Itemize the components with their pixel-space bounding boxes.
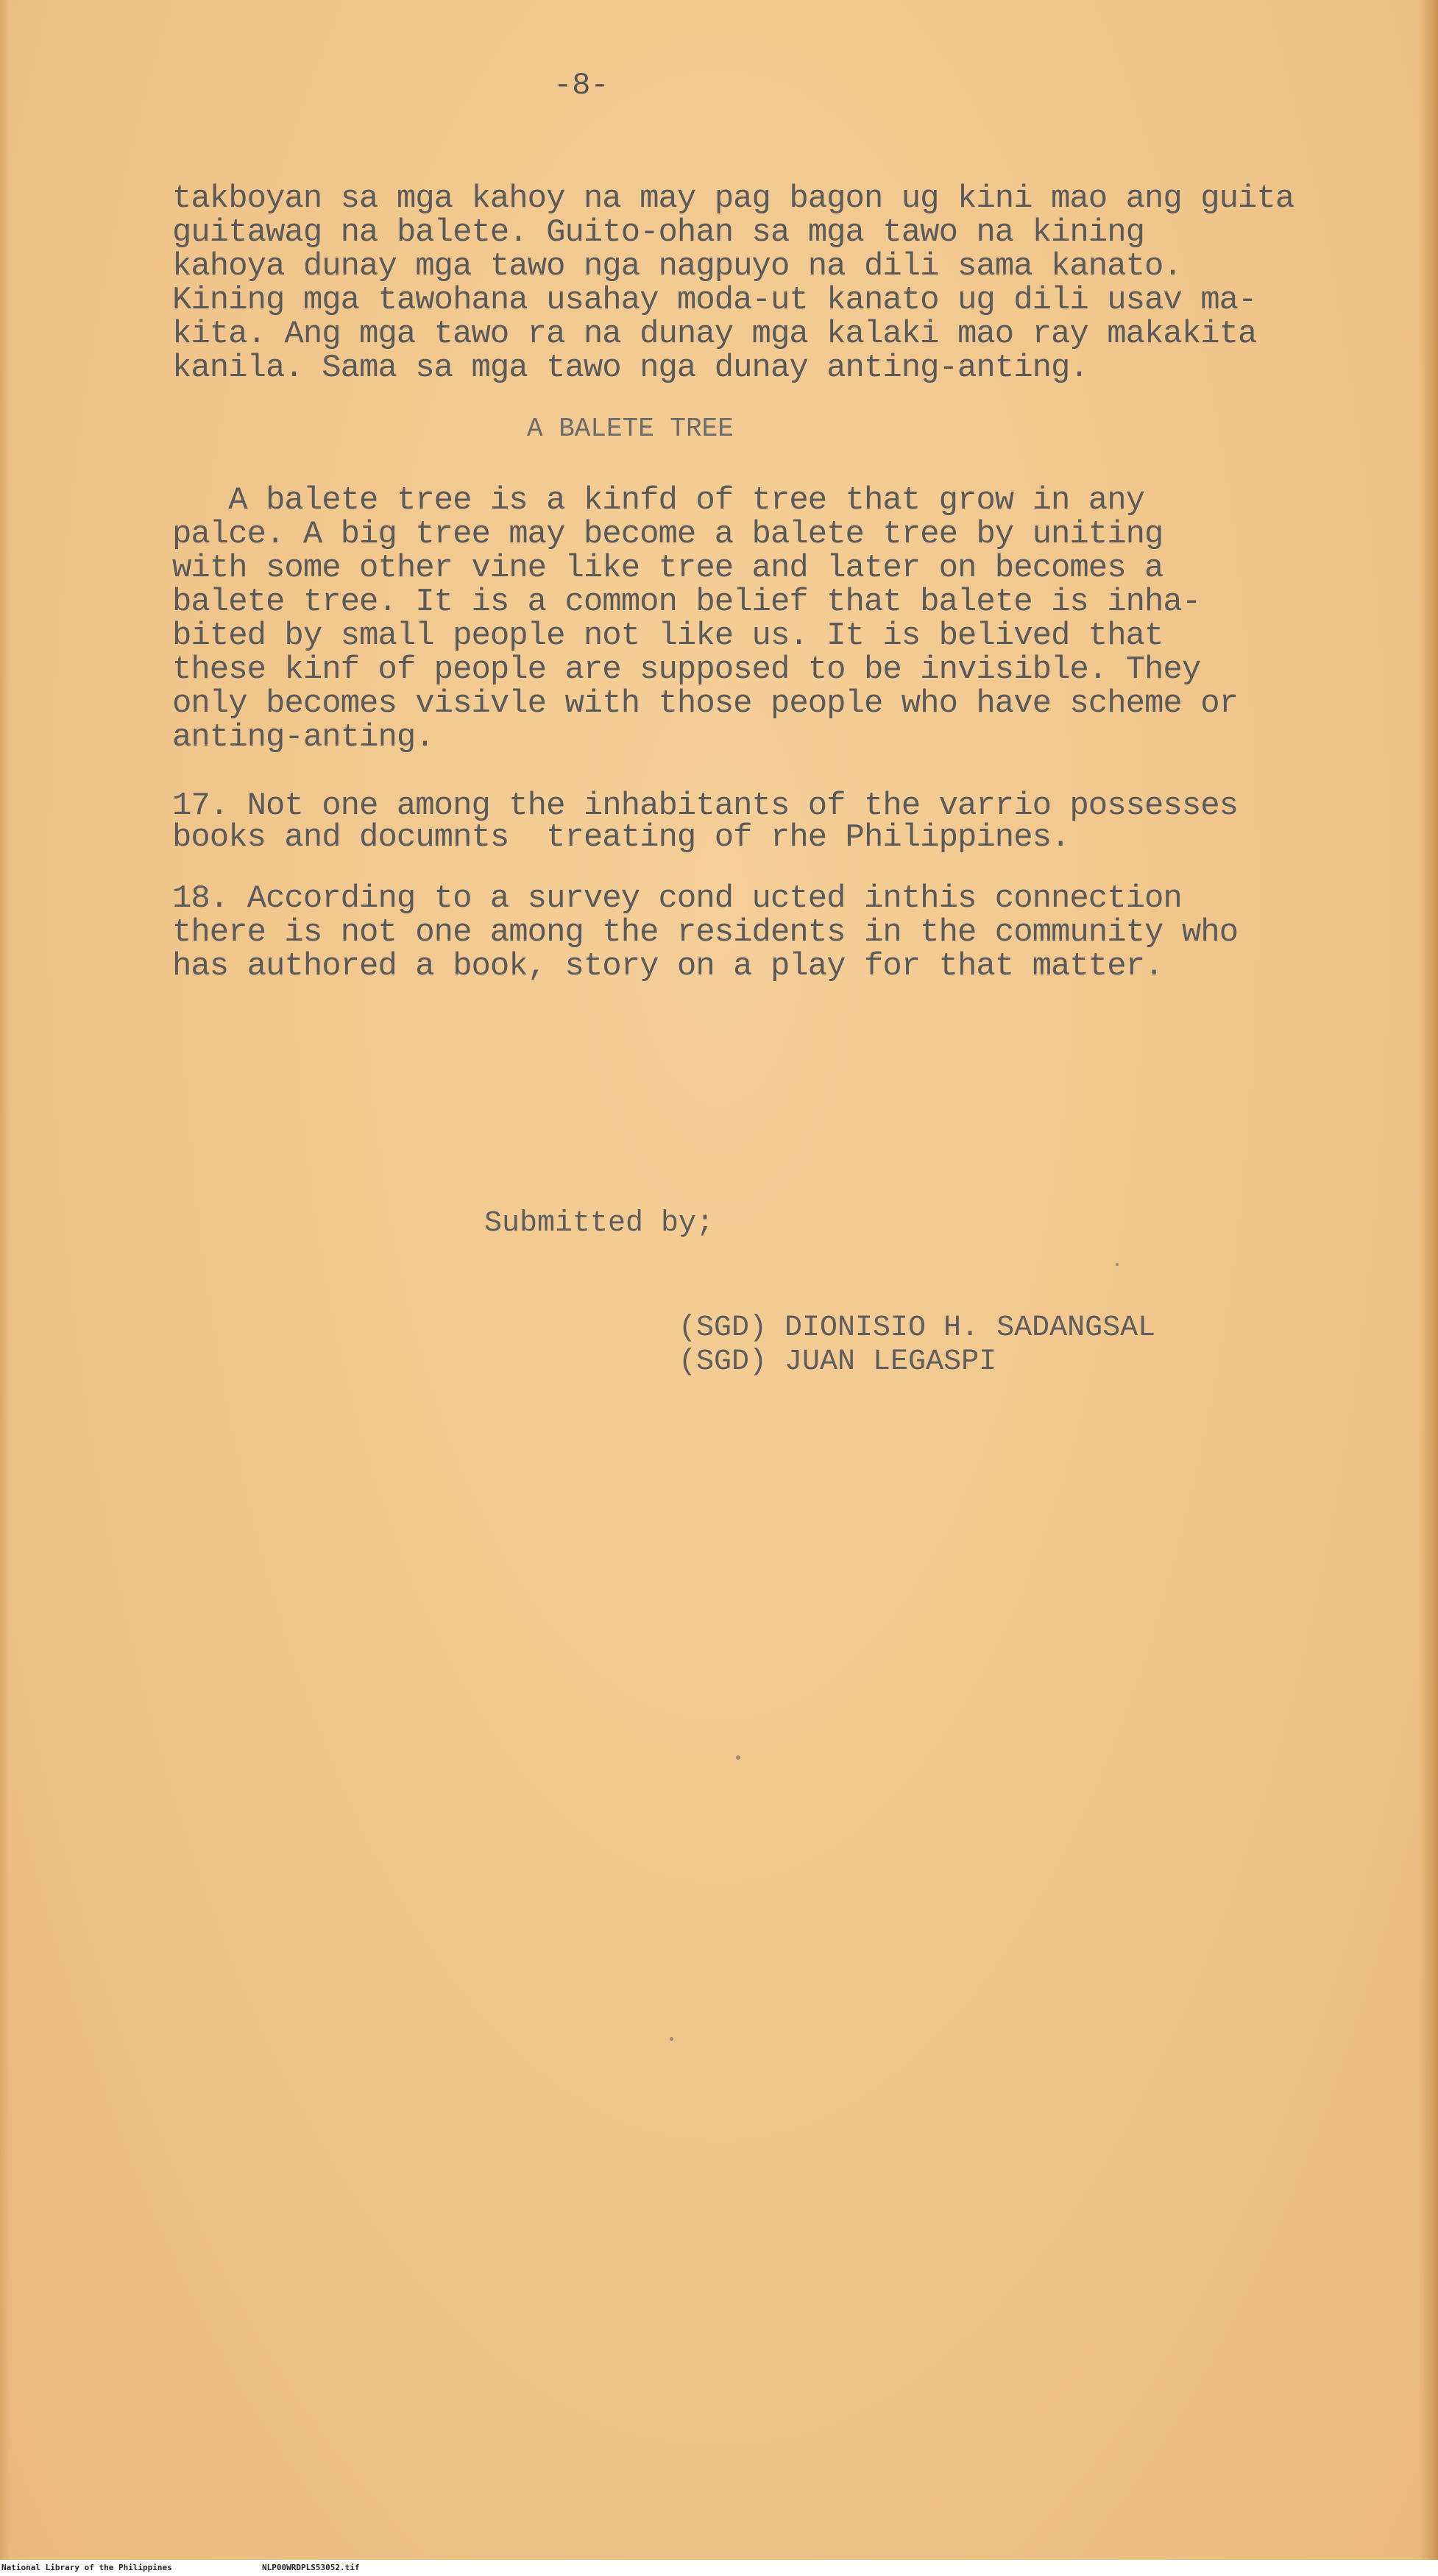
english-line: these kinf of people are supposed to be invisible. They bbox=[172, 651, 1201, 688]
paper-right-edge bbox=[1419, 0, 1438, 2560]
cebuano-line: guitawag na balete. Guito-ohan sa mga tawo na kining bbox=[172, 214, 1145, 251]
page-number: -8- bbox=[553, 68, 609, 103]
paper-speck bbox=[670, 2037, 673, 2041]
cebuano-line: kahoya dunay mga tawo nga nagpuyo na dili sama kanato. bbox=[172, 248, 1182, 285]
cebuano-line: kanila. Sama sa mga tawo nga dunay anting-anting. bbox=[172, 350, 1088, 386]
section-heading: A BALETE TREE bbox=[527, 414, 734, 444]
english-line: palce. A big tree may become a balete tree by uniting bbox=[172, 516, 1163, 553]
item-18-line: 18. According to a survey cond ucted inthis connection bbox=[172, 880, 1182, 917]
signatory-line: (SGD) JUAN LEGASPI bbox=[679, 1345, 997, 1379]
item-17-line: books and documnts treating of rhe Philippines. bbox=[172, 819, 1070, 856]
signatory-line: (SGD) DIONISIO H. SADANGSAL bbox=[679, 1312, 1156, 1345]
footer-filename: NLP00WRDPLS53052.tif bbox=[262, 2563, 360, 2572]
english-line: only becomes visivle with those people who have scheme or bbox=[172, 685, 1239, 722]
english-line: anting-anting. bbox=[172, 719, 434, 756]
scan-footer bbox=[0, 2560, 1438, 2576]
item-18-line: has authored a book, story on a play for that matter. bbox=[172, 948, 1163, 985]
paper-left-edge bbox=[0, 0, 10, 2560]
paper-speck bbox=[1116, 1263, 1119, 1266]
cebuano-line: takboyan sa mga kahoy na may pag bagon ug kini mao ang guita bbox=[172, 180, 1294, 217]
footer-library: National Library of the Philippines bbox=[1, 2563, 172, 2572]
paper-speck bbox=[736, 1755, 740, 1760]
cebuano-line: Kining mga tawohana usahay moda-ut kanato ug dili usav ma- bbox=[172, 282, 1257, 319]
submitted-by-label: Submitted by; bbox=[484, 1207, 715, 1240]
cebuano-line: kita. Ang mga tawo ra na dunay mga kalaki mao ray makakita bbox=[172, 316, 1257, 353]
item-18-line: there is not one among the residents in the community who bbox=[172, 914, 1239, 951]
english-line: A balete tree is a kinfd of tree that grow in any bbox=[172, 482, 1145, 519]
english-line: balete tree. It is a common belief that balete is inha- bbox=[172, 584, 1201, 620]
english-line: bited by small people not like us. It is belived that bbox=[172, 618, 1163, 654]
english-line: with some other vine like tree and later on becomes a bbox=[172, 550, 1163, 587]
item-17-line: 17. Not one among the inhabitants of the varrio possesses bbox=[172, 788, 1239, 824]
